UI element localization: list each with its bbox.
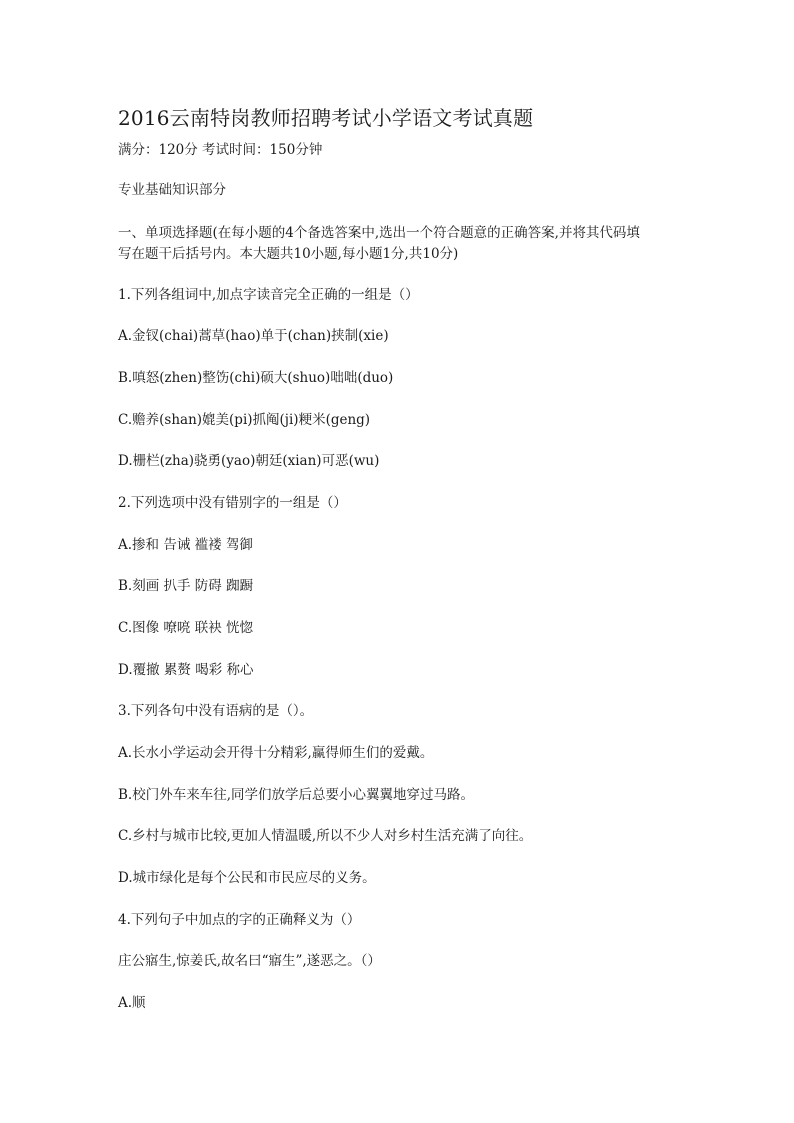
question-3-option-a: A.长水小学运动会开得十分精彩,赢得师生们的爱戴。 (118, 745, 434, 761)
instructions-line-2: 写在题干后括号内。本大题共10小题,每小题1分,共10分) (118, 246, 459, 262)
question-2-option-a: A.掺和 告诫 褴褛 驾御 (118, 537, 253, 553)
question-1-option-c: C.赡养(shan)媲美(pi)抓阄(ji)粳米(geng) (118, 412, 371, 428)
question-4-option-a: A.顺 (118, 995, 146, 1011)
page-title: 2016云南特岗教师招聘考试小学语文考试真题 (118, 106, 534, 130)
question-1-option-b: B.嗔怒(zhen)整饬(chi)硕大(shuo)咄咄(duo) (118, 370, 394, 386)
question-3-stem: 3.下列各句中没有语病的是（）。 (118, 703, 314, 719)
question-3-option-c: C.乡村与城市比较,更加人情温暖,所以不少人对乡村生活充满了向往。 (118, 828, 533, 844)
question-1-option-a: A.金钗(chai)蒿草(hao)单于(chan)挟制(xie) (118, 328, 389, 344)
question-3-option-d: D.城市绿化是每个公民和市民应尽的义务。 (118, 870, 376, 886)
question-2-option-d: D.覆撤 累赘 喝彩 称心 (118, 662, 254, 678)
question-4-stem: 4.下列句子中加点的字的正确释义为（） (118, 912, 361, 928)
question-3-option-b: B.校门外车来车往,同学们放学后总要小心翼翼地穿过马路。 (118, 787, 475, 803)
question-1-option-d: D.栅栏(zha)骁勇(yao)朝廷(xian)可恶(wu) (118, 453, 380, 469)
question-4-passage: 庄公寤生,惊姜氏,故名曰“寤生”,遂恶之。（） (118, 953, 381, 969)
instructions-line-1: 一、单项选择题(在每小题的4个备选答案中,选出一个符合题意的正确答案,并将其代码填 (118, 225, 640, 241)
question-1-stem: 1.下列各组词中,加点字读音完全正确的一组是（） (118, 287, 419, 303)
question-2-option-c: C.图像 嘹喨 联袂 恍惚 (118, 620, 254, 636)
exam-meta: 满分：120分 考试时间：150分钟 (118, 142, 323, 158)
question-2-stem: 2.下列选项中没有错别字的一组是（） (118, 495, 347, 511)
section-heading: 专业基础知识部分 (118, 182, 226, 198)
question-2-option-b: B.刻画 扒手 防碍 踟蹰 (118, 578, 254, 594)
